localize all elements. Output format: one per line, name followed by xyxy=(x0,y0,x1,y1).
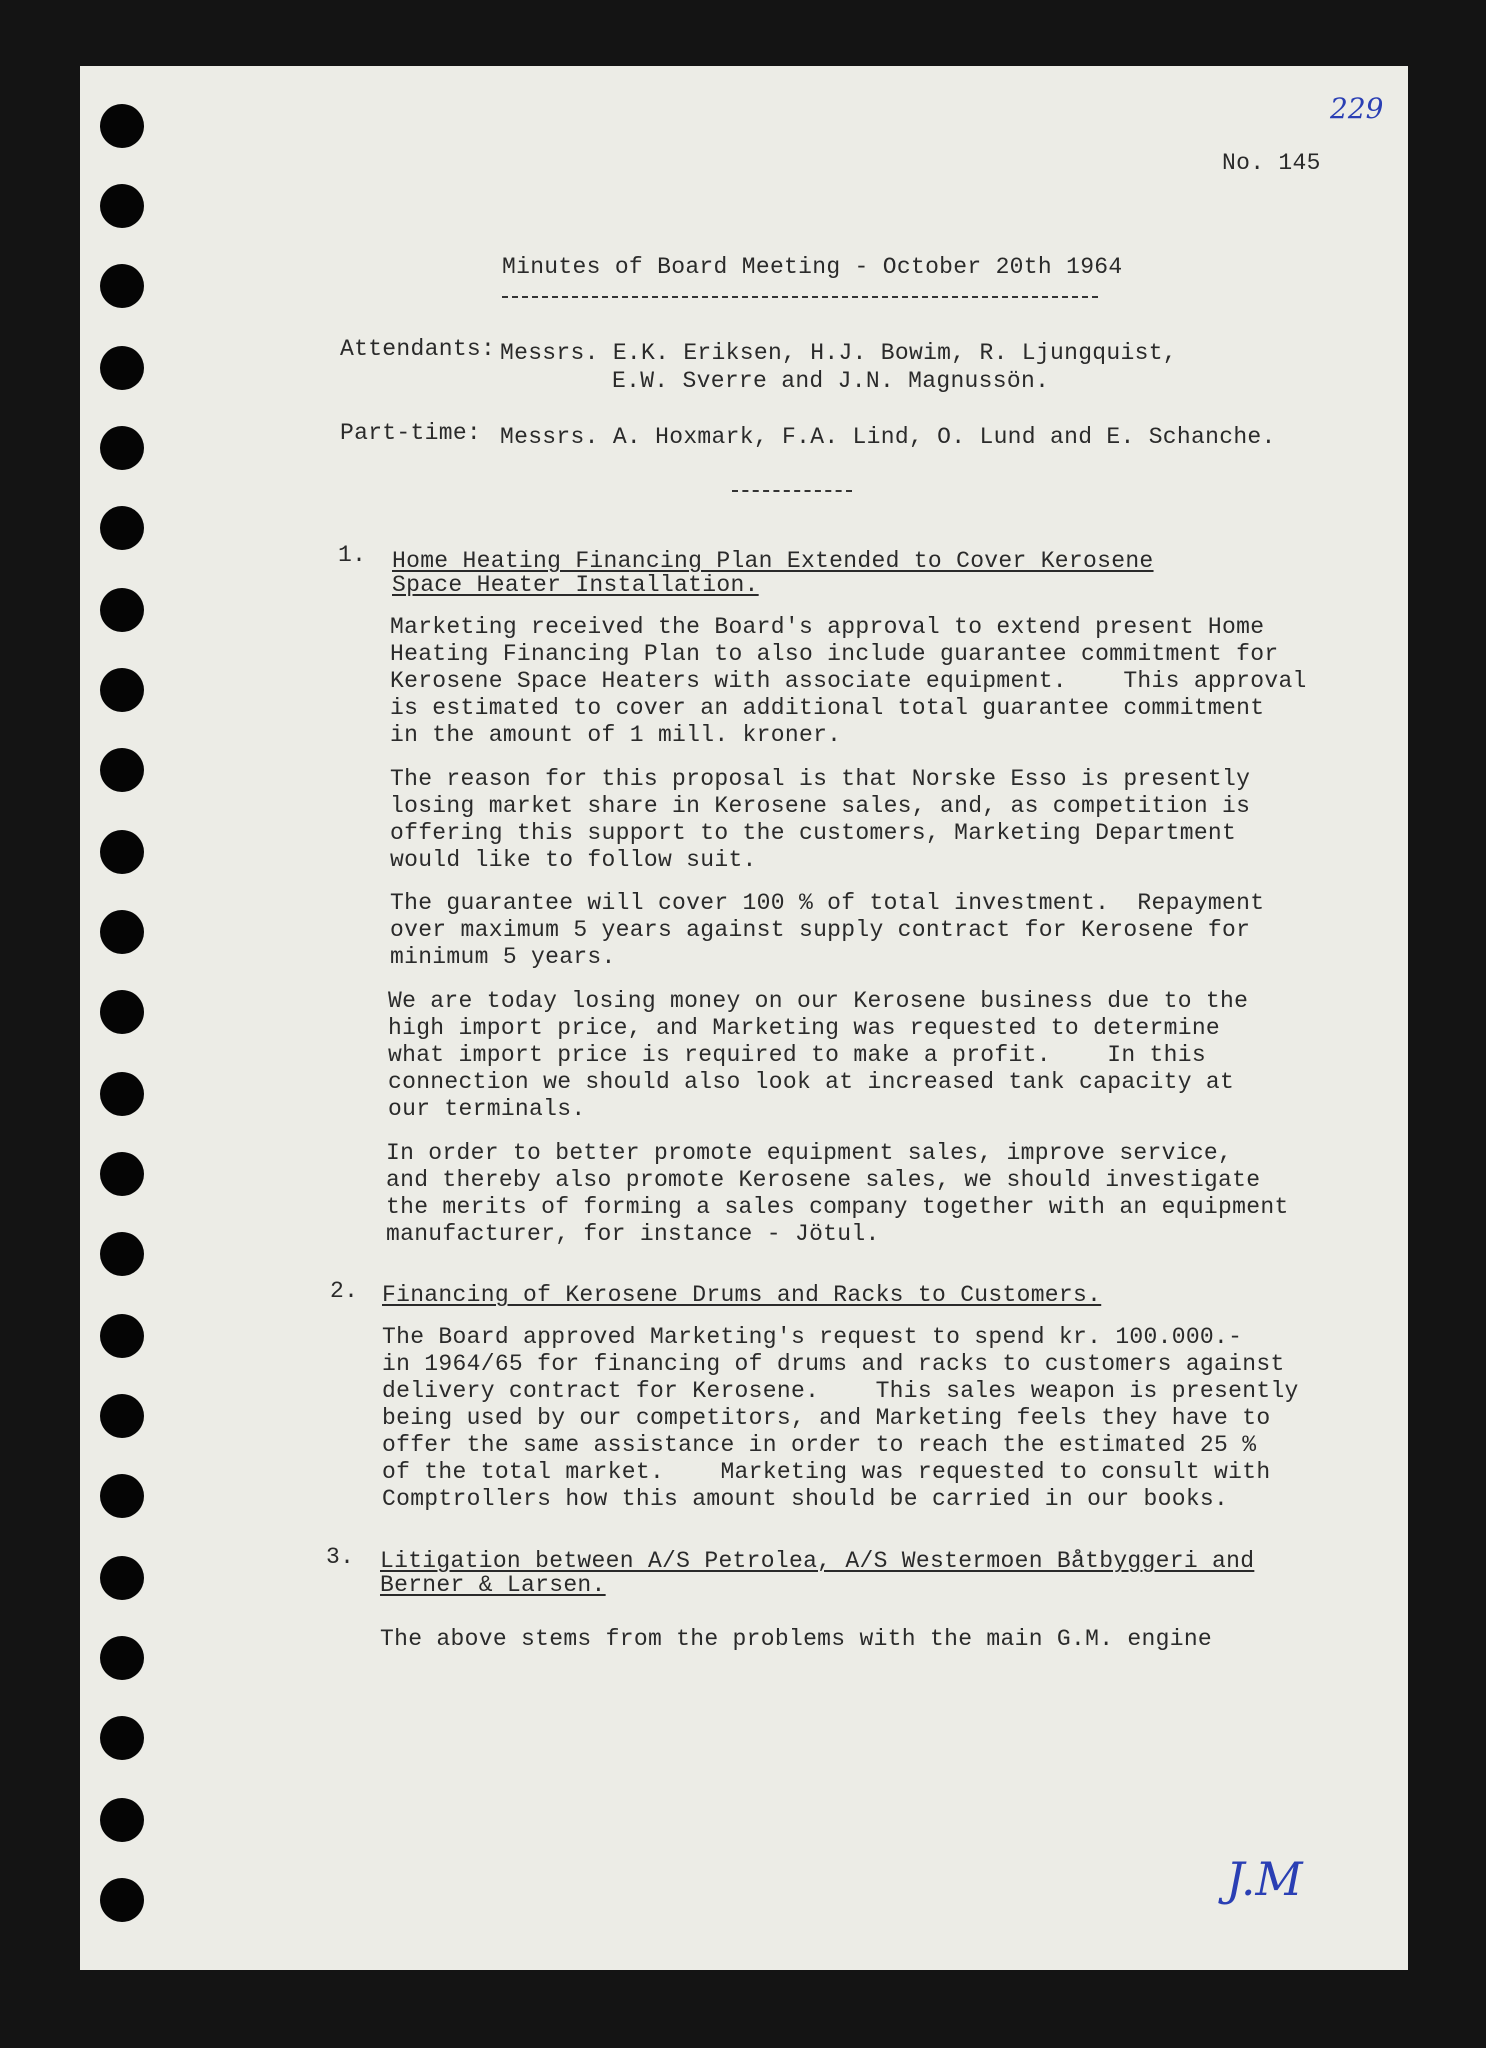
binder-hole xyxy=(100,1232,144,1276)
binder-hole xyxy=(100,1474,144,1518)
paragraph-line: of the total market. Marketing was requested to consult with xyxy=(382,1459,1271,1485)
parttime-line: Messrs. A. Hoxmark, F.A. Lind, O. Lund and E. Schanche. xyxy=(500,424,1276,450)
section-divider xyxy=(732,490,852,492)
item-heading: Financing of Kerosene Drums and Racks to Customers. xyxy=(382,1282,1102,1308)
binder-hole xyxy=(100,184,144,228)
paragraph-line: being used by our competitors, and Marketing feels they have to xyxy=(382,1405,1271,1431)
item-heading: Home Heating Financing Plan Extended to Cover Kerosene xyxy=(392,548,1154,574)
binder-hole xyxy=(100,1394,144,1438)
binder-hole xyxy=(100,830,144,874)
binder-hole xyxy=(100,990,144,1034)
paragraph-line: connection we should also look at increased tank capacity at xyxy=(388,1069,1235,1095)
page-title: Minutes of Board Meeting - October 20th 1964 xyxy=(502,254,1123,280)
binder-hole xyxy=(100,346,144,390)
binder-hole xyxy=(100,264,144,308)
paragraph-line: The Board approved Marketing's request to spend kr. 100.000.- xyxy=(382,1324,1243,1350)
binder-hole xyxy=(100,426,144,470)
item-heading: Space Heater Installation. xyxy=(392,572,759,598)
parttime-label: Part-time: xyxy=(340,420,482,446)
binder-hole xyxy=(100,1716,144,1760)
item-number: 2. xyxy=(330,1278,359,1304)
binder-hole xyxy=(100,668,144,712)
paragraph-line: our terminals. xyxy=(388,1096,586,1122)
paragraph-line: is estimated to cover an additional total guarantee commitment xyxy=(390,695,1265,721)
handwritten-initials: J.M xyxy=(1226,1852,1303,1906)
document-number: No. 145 xyxy=(1222,150,1321,176)
binder-hole xyxy=(100,1636,144,1680)
binder-hole xyxy=(100,1798,144,1842)
paragraph-line: over maximum 5 years against supply contract for Kerosene for xyxy=(390,917,1251,943)
paragraph-line: In order to better promote equipment sales, improve service, xyxy=(386,1140,1233,1166)
item-heading: Berner & Larsen. xyxy=(380,1572,606,1598)
paragraph-line: losing market share in Kerosene sales, and, as competition is xyxy=(390,793,1251,819)
paragraph-line: minimum 5 years. xyxy=(390,944,616,970)
binder-hole xyxy=(100,910,144,954)
paragraph-line: the merits of forming a sales company together with an equipment xyxy=(386,1194,1289,1220)
binder-hole xyxy=(100,1878,144,1922)
binder-hole xyxy=(100,104,144,148)
paragraph-line: Kerosene Space Heaters with associate equipment. This approval xyxy=(390,668,1307,694)
binder-hole xyxy=(100,1314,144,1358)
paragraph-line: offering this support to the customers, Marketing Department xyxy=(390,820,1237,846)
paragraph-line: delivery contract for Kerosene. This sales weapon is presently xyxy=(382,1378,1299,1404)
attendants-line: Messrs. E.K. Eriksen, H.J. Bowim, R. Ljungquist, xyxy=(500,340,1177,366)
binder-hole xyxy=(100,748,144,792)
paragraph-line: The above stems from the problems with the main G.M. engine xyxy=(380,1626,1213,1652)
paragraph-line: manufacturer, for instance - Jötul. xyxy=(386,1221,880,1247)
paragraph-line: and thereby also promote Kerosene sales, we should investigate xyxy=(386,1167,1261,1193)
paragraph-line: The guarantee will cover 100 % of total investment. Repayment xyxy=(390,890,1265,916)
paragraph-line: in the amount of 1 mill. kroner. xyxy=(390,722,842,748)
attendants-label: Attendants: xyxy=(340,336,496,362)
paragraph-line: Comptrollers how this amount should be carried in our books. xyxy=(382,1486,1229,1512)
binder-hole xyxy=(100,1556,144,1600)
paragraph-line: in 1964/65 for financing of drums and racks to customers against xyxy=(382,1351,1285,1377)
paragraph-line: Heating Financing Plan to also include guarantee commitment for xyxy=(390,641,1279,667)
item-heading: Litigation between A/S Petrolea, A/S Westermoen Båtbyggeri and xyxy=(380,1548,1255,1574)
binder-hole xyxy=(100,588,144,632)
page-number: 229 xyxy=(1330,92,1384,125)
paragraph-line: The reason for this proposal is that Norske Esso is presently xyxy=(390,766,1251,792)
paragraph-line: what import price is required to make a profit. In this xyxy=(388,1042,1206,1068)
item-number: 1. xyxy=(338,542,367,568)
paragraph-line: We are today losing money on our Kerosene business due to the xyxy=(388,988,1249,1014)
binder-hole xyxy=(100,1072,144,1116)
paragraph-line: would like to follow suit. xyxy=(390,847,757,873)
paragraph-line: high import price, and Marketing was requested to determine xyxy=(388,1015,1221,1041)
attendants-line: E.W. Sverre and J.N. Magnussön. xyxy=(612,368,1050,394)
paragraph-line: offer the same assistance in order to reach the estimated 25 % xyxy=(382,1432,1257,1458)
item-number: 3. xyxy=(326,1544,355,1570)
paragraph-line: Marketing received the Board's approval to extend present Home xyxy=(390,614,1265,640)
title-rule xyxy=(502,296,1098,298)
binder-hole xyxy=(100,506,144,550)
binder-hole xyxy=(100,1152,144,1196)
